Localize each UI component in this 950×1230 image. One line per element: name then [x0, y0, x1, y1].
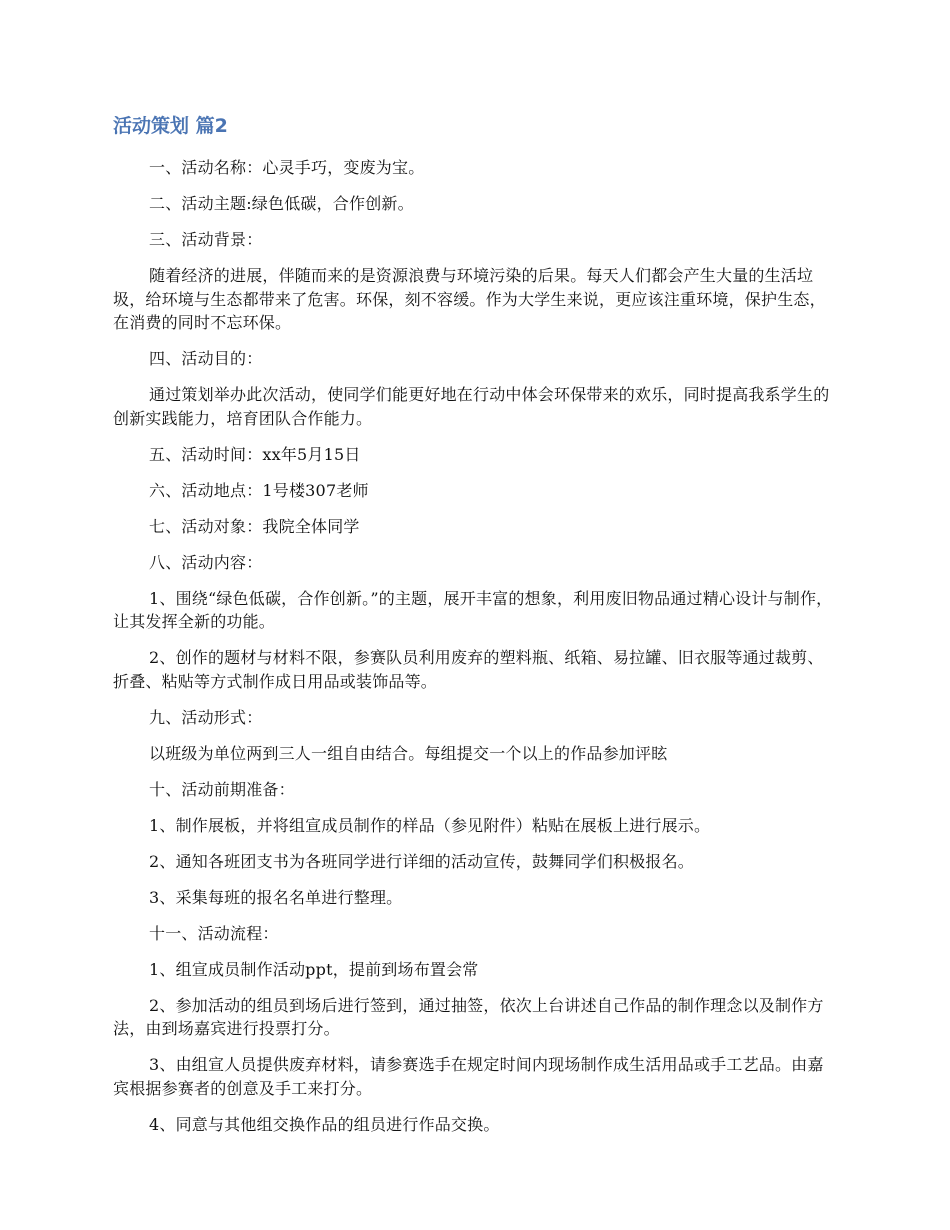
paragraph-activity-time: 五、活动时间：xx年5月15日	[149, 444, 361, 464]
paragraph-purpose-body: 通过策划举办此次活动，使同学们能更好地在行动中体会环保带来的欢乐，同时提高我系学生的创新实践能力，培育团队合作能力。	[113, 385, 830, 428]
paragraph-activity-name: 一、活动名称：心灵手巧，变废为宝。	[149, 158, 425, 177]
paragraph-content-heading: 八、活动内容：	[149, 552, 263, 572]
paragraph-activity-theme: 二、活动主题:绿色低碳，合作创新。	[149, 194, 414, 213]
paragraph-background-body: 随着经济的进展，伴随而来的是资源浪费与环境污染的后果。每天人们都会产生大量的生活垃圾，给环境与生态都带来了危害。环保，刻不容缓。作为大学生来说，更应该注重环境，保护生态，在消费的同时不忘环保。	[113, 266, 826, 332]
paragraph-background-heading: 三、活动背景：	[149, 230, 263, 249]
paragraph-preparation-item-1: 1、制作展板，并将组宣成员制作的样品（参见附件）粘贴在展板上进行展示。	[149, 815, 711, 835]
paragraph-format-body: 以班级为单位两到三人一组自由结合。每组提交一个以上的作品参加评眩	[149, 743, 668, 763]
paragraph-preparation-heading: 十、活动前期准备：	[149, 779, 295, 799]
paragraph-process-item-3: 3、由组宣人员提供废弃材料，请参赛选手在规定时间内现场制作成生活用品或手工艺品。由嘉宾根据参赛者的创意及手工来打分。	[113, 1055, 824, 1098]
paragraph-preparation-item-3: 3、采集每班的报名名单进行整理。	[149, 887, 403, 907]
document-title: 活动策划 篇2	[113, 115, 228, 137]
paragraph-process-item-4: 4、同意与其他组交换作品的组员进行作品交换。	[149, 1114, 500, 1134]
paragraph-process-item-2: 2、参加活动的组员到场后进行签到，通过抽签，依次上台讲述自己作品的制作理念以及制作方法，由到场嘉宾进行投票打分。	[113, 995, 824, 1038]
paragraph-purpose-heading: 四、活动目的：	[149, 349, 263, 368]
paragraph-process-item-1: 1、组宣成员制作活动ppt，提前到场布置会常	[149, 959, 479, 979]
paragraph-format-heading: 九、活动形式：	[149, 707, 263, 727]
paragraph-content-item-1: 1、围绕“绿色低碳，合作创新。”的主题，展开丰富的想象，利用废旧物品通过精心设计与制作，让其发挥全新的功能。	[113, 588, 833, 631]
paragraph-activity-location: 六、活动地点：1号楼307老师	[149, 480, 369, 500]
paragraph-activity-audience: 七、活动对象：我院全体同学	[149, 516, 360, 536]
document-page	[113, 110, 839, 1149]
paragraph-content-item-2: 2、创作的题材与材料不限，参赛队员利用废弃的塑料瓶、纸箱、易拉罐、旧衣服等通过裁剪、折叠、粘贴等方式制作成日用品或装饰品等。	[113, 648, 824, 691]
paragraph-process-heading: 十一、活动流程：	[149, 923, 279, 943]
paragraph-preparation-item-2: 2、通知各班团支书为各班同学进行详细的活动宣传，鼓舞同学们积极报名。	[149, 851, 694, 871]
